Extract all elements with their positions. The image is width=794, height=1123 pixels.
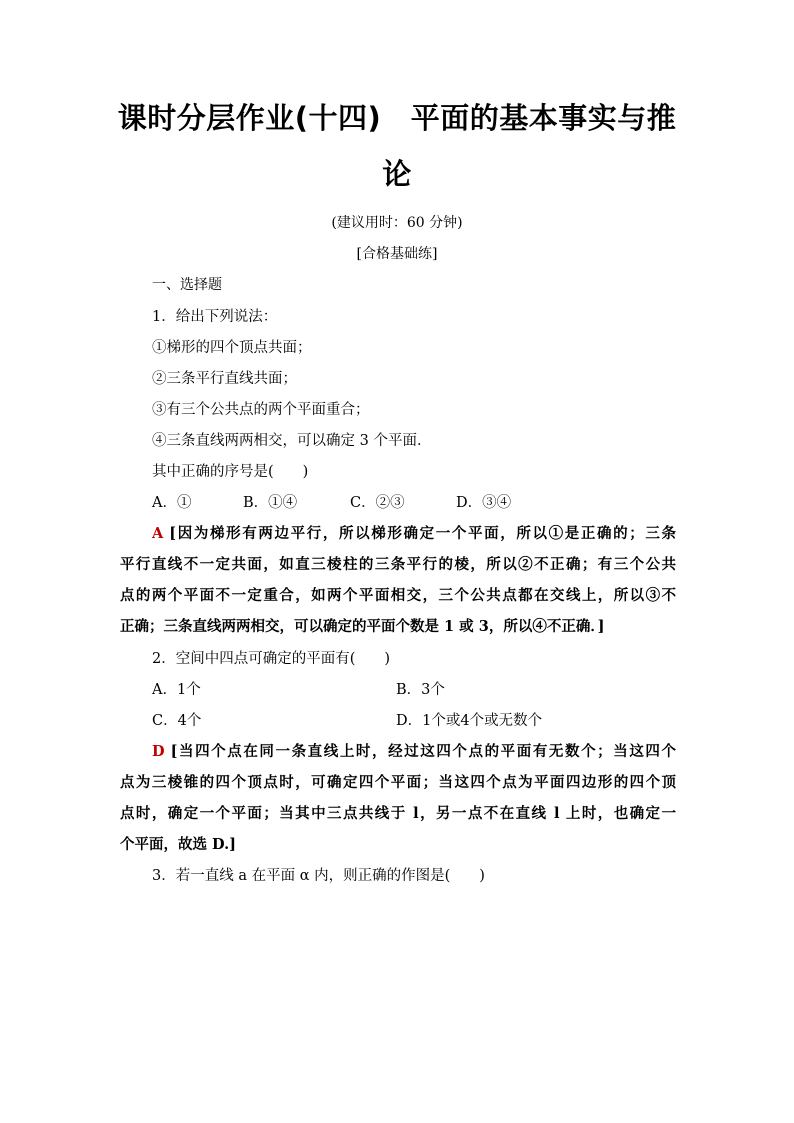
q1-explanation-line1: A [因为梯形有两边平行，所以梯形确定一个平面，所以①是正确的；三条 [152,525,676,542]
q1-statement-1: ①梯形的四个顶点共面； [152,340,312,356]
q1-stem: 1．给出下列说法： [152,309,278,325]
level-heading: [合格基础练] [356,246,438,262]
q1-statement-4: ④三条直线两两相交，可以确定 3 个平面． [152,433,432,449]
q1-explanation-line2: 平行直线不一定共面，如直三棱柱的三条平行的棱，所以②不正确；有三个公共 [120,556,676,573]
q2-explanation-line4: 个平面，故选 D.] [120,836,237,853]
q1-answer: A [152,525,164,542]
q1-question: 其中正确的序号是( ) [152,464,309,480]
q2-stem: 2．空间中四点可确定的平面有( ) [152,651,391,667]
q1-statement-2: ②三条平行直线共面； [152,371,297,387]
q2-option-a: A．1个 [152,682,201,698]
q2-explanation-line1: D [当四个点在同一条直线上时，经过这四个点的平面有无数个；当这四个 [152,743,676,760]
q1-option-b: B．①④ [243,495,298,511]
q1-option-c: C．②③ [350,495,405,511]
q2-answer: D [152,743,165,760]
page-title-line2: 论 [382,157,412,191]
q1-option-d: D．③④ [456,495,512,511]
q1-statement-3: ③有三个公共点的两个平面重合； [152,402,370,418]
q1-explanation-line4: 正确；三条直线两两相交，可以确定的平面个数是 1 或 3，所以④不正确．] [120,618,605,635]
q3-stem: 3．若一直线 a 在平面 α 内，则正确的作图是( ) [152,868,485,884]
q1-option-a: A．① [152,495,192,511]
q1-explanation-line3: 点的两个平面不一定重合，如两个平面相交，三个公共点都在交线上，所以③不 [120,587,676,604]
q2-explanation-line2: 点为三棱锥的四个顶点时，可确定四个平面；当这四个点为平面四边形的四个顶 [120,774,676,791]
section-heading: 一、选择题 [152,277,222,293]
time-note: (建议用时：60 分钟) [331,215,463,231]
q2-option-b: B．3个 [396,682,445,698]
q2-option-c: C．4个 [152,713,202,729]
page-title-line1: 课时分层作业(十四) 平面的基本事实与推 [117,101,677,135]
q2-explanation-line3: 点时，确定一个平面；当其中三点共线于 l，另一点不在直线 l 上时，也确定一 [120,805,676,822]
q2-option-d: D．1个或4个或无数个 [396,713,543,729]
